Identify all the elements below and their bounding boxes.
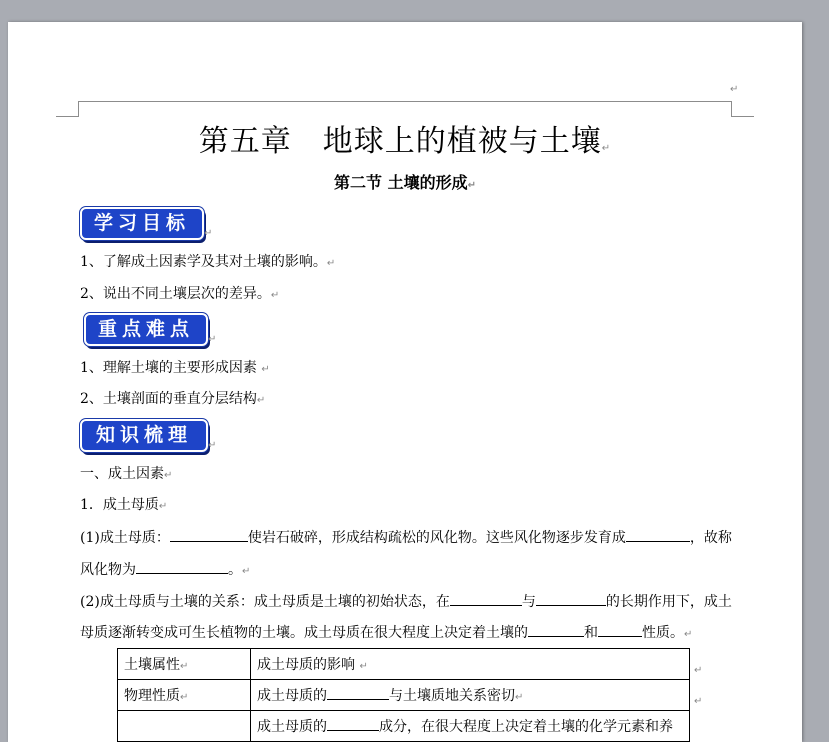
cell-text: 土壤属性 xyxy=(124,657,180,673)
cell-text: 成土母质的 xyxy=(257,688,327,704)
answer-blank[interactable] xyxy=(450,591,522,606)
paragraph-1-line-2[interactable] xyxy=(80,559,250,582)
answer-blank[interactable] xyxy=(327,685,389,700)
paragraph-mark-icon: ↵ xyxy=(204,228,213,239)
text-run: 与 xyxy=(521,594,536,610)
paragraph-mark-icon: ↵ xyxy=(158,501,168,512)
header-line xyxy=(78,101,731,102)
paragraph-mark-icon: ↵ xyxy=(208,440,217,451)
paragraph-2-line-1[interactable] xyxy=(80,591,732,612)
learning-goals-badge: 学习目标 xyxy=(80,207,204,240)
key-point-1-text: 1、理解土壤的主要形成因素 xyxy=(80,360,257,376)
document-page xyxy=(8,22,802,742)
paragraph-mark-icon: ↵ xyxy=(242,566,251,577)
answer-blank[interactable] xyxy=(136,559,228,574)
table-cell[interactable] xyxy=(118,649,251,680)
key-points-badge: 重点难点 xyxy=(84,313,208,346)
text-run: (2)成土母质与土壤的关系：成土母质是土壤的初始状态，在 xyxy=(80,594,450,610)
paragraph-1-line-1[interactable] xyxy=(80,527,732,548)
table-cell[interactable] xyxy=(251,649,690,680)
answer-blank[interactable] xyxy=(536,591,606,606)
text-run: 性质。 xyxy=(642,625,684,641)
chapter-title-text: 第五章 地球上的植被与土壤 xyxy=(198,124,602,159)
cell-text: 与土壤质地关系密切 xyxy=(389,688,515,704)
key-point-2[interactable] xyxy=(80,389,265,411)
paragraph-mark-icon: ↵ xyxy=(208,334,217,345)
cell-text: 成分，在很大程度上决定着土壤的化学元素和养 xyxy=(379,719,673,735)
answer-blank[interactable] xyxy=(170,527,248,542)
subheading-parent-material[interactable] xyxy=(80,495,167,517)
paragraph-mark-icon: ↵ xyxy=(270,290,280,301)
paragraph-mark-icon: ↵ xyxy=(261,364,270,375)
table-cell[interactable] xyxy=(251,680,690,711)
paragraph-mark-icon: ↵ xyxy=(684,629,693,640)
goal-item-2[interactable] xyxy=(80,284,279,306)
paragraph-mark-icon: ↵ xyxy=(256,395,266,406)
section-subtitle-text: 第二节 土壤的形成 xyxy=(334,173,468,192)
answer-blank[interactable] xyxy=(327,716,379,731)
goal-item-2-text: 2、说出不同土壤层次的差异。 xyxy=(80,286,271,302)
cell-text: 物理性质 xyxy=(124,688,180,704)
text-run: (1)成土母质： xyxy=(80,530,170,546)
text-run: ，故称 xyxy=(689,530,732,546)
paragraph-mark-icon: ↵ xyxy=(180,692,189,703)
answer-blank[interactable] xyxy=(626,527,690,542)
paragraph-mark-icon: ↵ xyxy=(326,258,336,269)
paragraph-mark-icon: ↵ xyxy=(164,470,173,481)
paragraph-mark-icon: ↵ xyxy=(730,84,739,95)
table-cell[interactable] xyxy=(251,711,690,742)
text-run: 的长期作用下，成土 xyxy=(605,594,732,610)
key-point-2-text: 2、土壤剖面的垂直分层结构 xyxy=(80,391,257,407)
crop-mark-top-right xyxy=(731,101,754,117)
paragraph-mark-icon: ↵ xyxy=(180,661,189,672)
answer-blank[interactable] xyxy=(598,622,642,637)
table-row xyxy=(118,649,690,680)
goal-item-1-text: 1、了解成土因素学及其对土壤的影响。 xyxy=(80,254,327,270)
paragraph-mark-icon: ↵ xyxy=(359,661,368,672)
table-row xyxy=(118,711,690,742)
heading-soil-factors[interactable] xyxy=(80,464,172,486)
table-row xyxy=(118,680,690,711)
paragraph-mark-icon: ↵ xyxy=(694,665,703,676)
paragraph-mark-icon: ↵ xyxy=(515,692,524,703)
chapter-title[interactable] xyxy=(8,116,802,160)
text-run: 风化物为 xyxy=(80,562,136,578)
cell-text: 成土母质的 xyxy=(257,719,327,735)
paragraph-mark-icon: ↵ xyxy=(601,143,612,154)
key-point-1[interactable] xyxy=(80,358,270,380)
goal-item-1[interactable] xyxy=(80,252,335,274)
section-subtitle[interactable] xyxy=(8,170,802,193)
text-run: 使岩石破碎，形成结构疏松的风化物。这些风化物逐步发育成 xyxy=(247,530,626,546)
crop-mark-top-left xyxy=(56,101,79,117)
table-cell[interactable] xyxy=(118,711,251,742)
text-run: 母质逐渐转变成可生长植物的土壤。成土母质在很大程度上决定着土壤的 xyxy=(80,625,528,641)
cell-text: 成土母质的影响 xyxy=(257,657,355,673)
paragraph-mark-icon: ↵ xyxy=(694,696,703,707)
table-cell[interactable] xyxy=(118,680,251,711)
paragraph-mark-icon: ↵ xyxy=(467,180,476,191)
answer-blank[interactable] xyxy=(528,622,584,637)
text-run: 。 xyxy=(228,562,242,578)
heading-soil-factors-text: 一、成土因素 xyxy=(80,466,164,482)
knowledge-review-badge: 知识梳理 xyxy=(80,419,208,452)
soil-attribute-table xyxy=(117,648,690,742)
paragraph-2-line-2[interactable] xyxy=(80,622,692,645)
subheading-parent-material-text: 1．成土母质 xyxy=(80,497,159,513)
text-run: 和 xyxy=(584,625,598,641)
